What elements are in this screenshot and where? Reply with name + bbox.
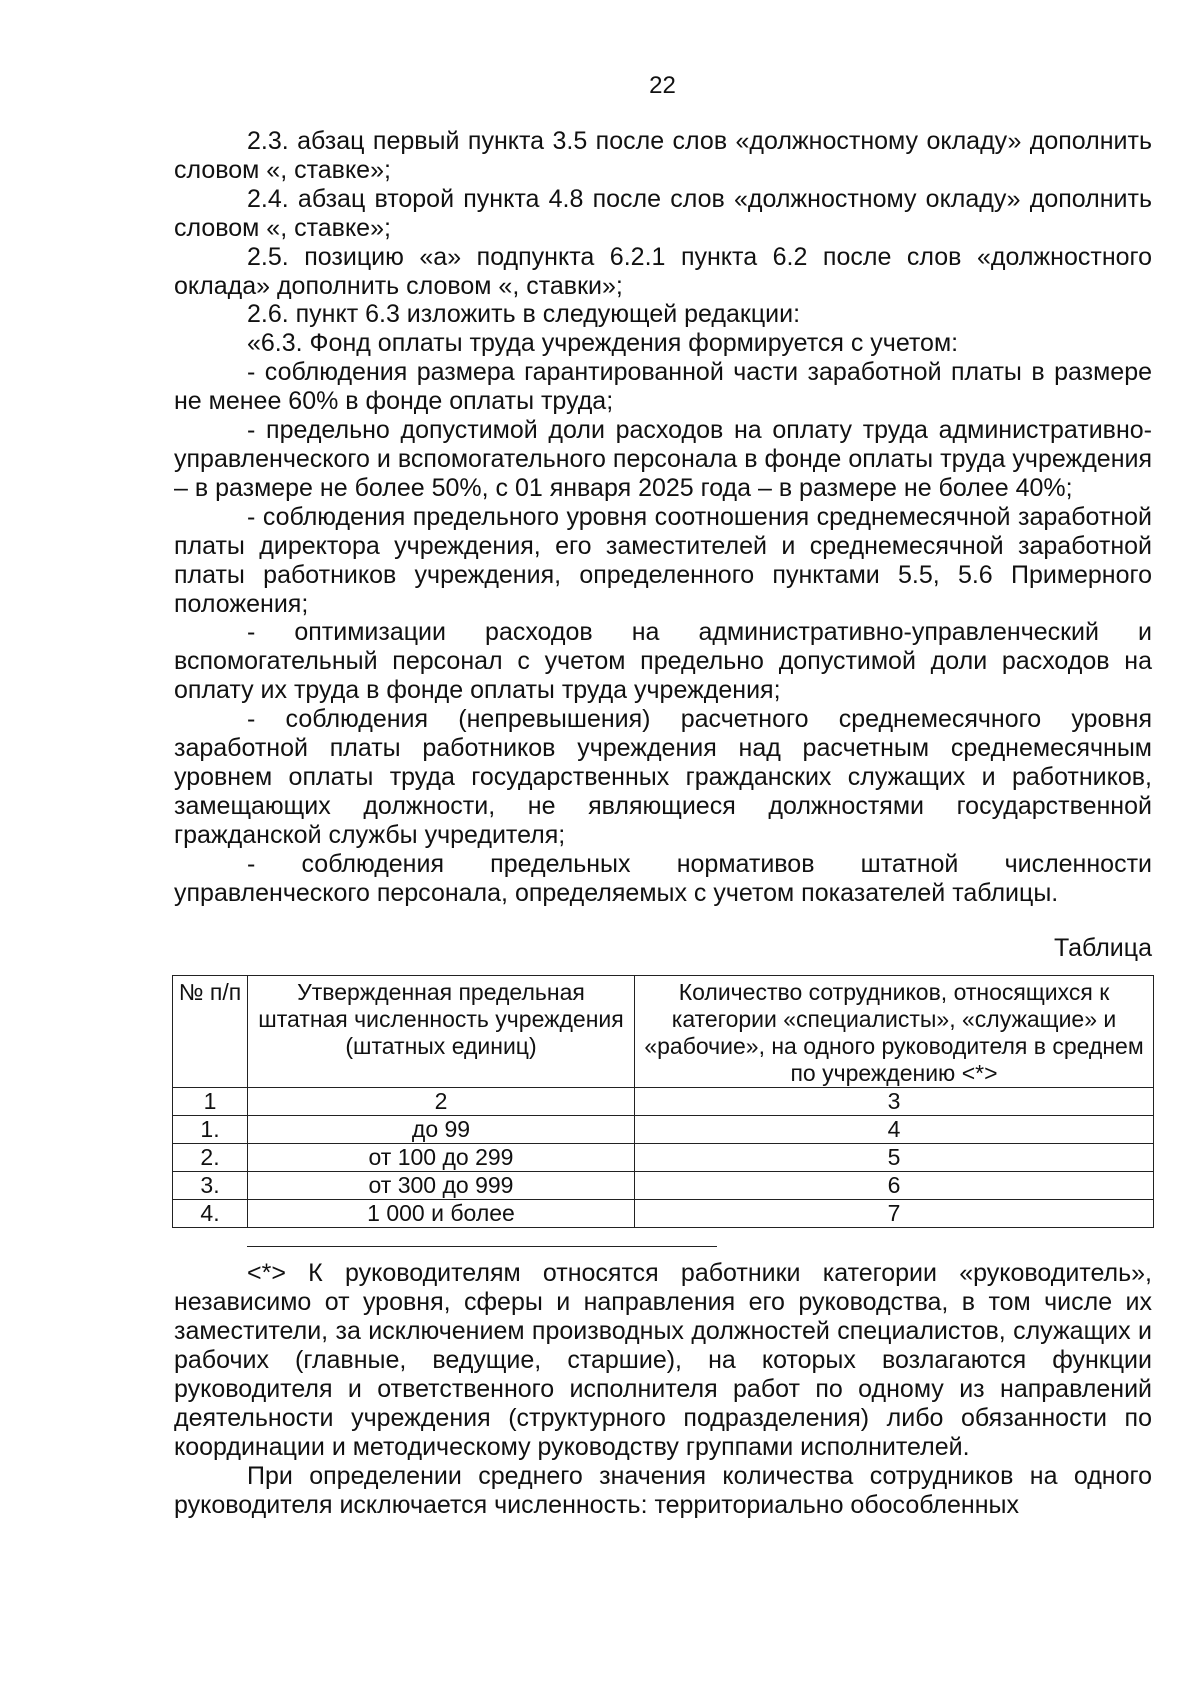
footnote-divider <box>247 1246 717 1247</box>
staff-norms-table <box>172 975 1154 1228</box>
table-cell: 3. <box>173 1172 248 1200</box>
table-row <box>173 1200 1154 1228</box>
table-caption: Таблица <box>1053 934 1152 963</box>
table-cell: 2 <box>248 1088 635 1116</box>
table-cell: 2. <box>173 1144 248 1172</box>
paragraph-6-3-intro: «6.3. Фонд оплаты труда учреждения формируется с учетом: <box>247 329 959 358</box>
table-cell: 1 <box>173 1088 248 1116</box>
list-item-optimization: - оптимизации расходов на административно-управленческий и вспомогательный персонал с учетом предельно допустимой доли расходов на оплату их труда в фонде оплаты труда учреждения; <box>174 618 1152 705</box>
table-cell: от 100 до 299 <box>248 1144 635 1172</box>
list-item-guaranteed-part: - соблюдения размера гарантированной части заработной платы в размере не менее 60% в фонде оплаты труда; <box>174 358 1152 416</box>
paragraph-2-5: 2.5. позицию «а» подпункта 6.2.1 пункта 6.2 после слов «должностного оклада» дополнить словом «, ставки»; <box>174 242 1152 300</box>
table-header-row <box>173 976 1154 1088</box>
header-staff-limit: Утвержденная предельная штатная численность учреждения (штатных единиц) <box>248 976 635 1088</box>
table-cell: 5 <box>635 1144 1154 1172</box>
table-cell: 4. <box>173 1200 248 1228</box>
table-row <box>173 1172 1154 1200</box>
page-number: 22 <box>649 72 676 99</box>
table-cell: от 300 до 999 <box>248 1172 635 1200</box>
table-column-number-row <box>173 1088 1154 1116</box>
list-item-staff-norms: - соблюдения предельных нормативов штатной численности управленческого персонала, определяемых с учетом показателей таблицы. <box>174 849 1152 907</box>
header-employees-per-manager: Количество сотрудников, относящихся к категории «специалисты», «служащие» и «рабочие», на одного руководителя в среднем по учреждению <*> <box>635 976 1154 1088</box>
list-item-admin-share: - предельно допустимой доли расходов на оплату труда административно-управленческого и вспомогательного персонала в фонде оплаты труда учреждения – в размере не более 50%, с 01 января 2025 года – в размере не более 40%; <box>174 416 1152 502</box>
table-cell: 1 000 и более <box>248 1200 635 1228</box>
table-cell: до 99 <box>248 1116 635 1144</box>
header-number: № п/п <box>173 976 248 1088</box>
table-cell: 6 <box>635 1172 1154 1200</box>
list-item-non-exceeding: - соблюдения (непревышения) расчетного среднемесячного уровня заработной платы работников учреждения над расчетным среднемесячным уровнем оплаты труда государственных гражданских служащих и работников, замещающих должности, не являющиеся должностями государственной гражданской службы учредителя; <box>174 705 1152 849</box>
footnote: <*> К руководителям относятся работники категории «руководитель», независимо от уровня, сферы и направления его руководства, в том числе их заместители, за исключением производных должностей специалистов, служащих и рабочих (главные, ведущие, старшие), на которых возлагаются функции руководителя и ответственного исполнителя работ по одному из направлений деятельности учреждения (структурного подразделения) либо обязанности по координации и методическому руководству группами исполнителей. <box>174 1259 1152 1461</box>
paragraph-average-count: При определении среднего значения количества сотрудников на одного руководителя исключается численность: территориально обособленных <box>174 1461 1152 1519</box>
table-row <box>173 1116 1154 1144</box>
paragraph-2-3: 2.3. абзац первый пункта 3.5 после слов «должностному окладу» дополнить словом «, ставке»; <box>174 127 1152 184</box>
table-cell: 7 <box>635 1200 1154 1228</box>
table-cell: 4 <box>635 1116 1154 1144</box>
paragraph-2-6: 2.6. пункт 6.3 изложить в следующей редакции: <box>247 300 801 329</box>
table-cell: 1. <box>173 1116 248 1144</box>
table-row <box>173 1144 1154 1172</box>
list-item-salary-ratio: - соблюдения предельного уровня соотношения среднемесячной заработной платы директора учреждения, его заместителей и среднемесячной заработной платы работников учреждения, определенного пунктами 5.5, 5.6 Примерного положения; <box>174 502 1152 618</box>
document-body <box>174 127 1152 1520</box>
table-cell: 3 <box>635 1088 1154 1116</box>
paragraph-2-4: 2.4. абзац второй пункта 4.8 после слов «должностному окладу» дополнить словом «, ставке»; <box>174 184 1152 242</box>
